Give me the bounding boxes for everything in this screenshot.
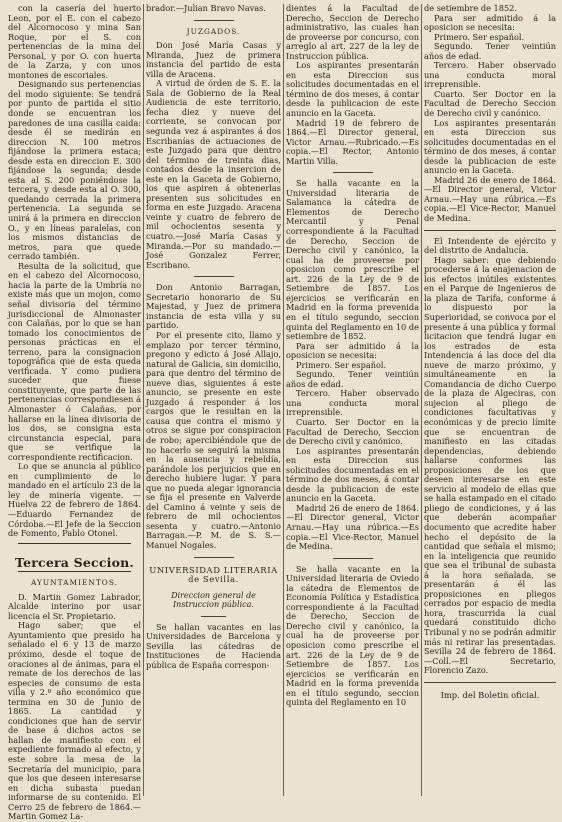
university-notice xyxy=(286,179,419,551)
divider xyxy=(194,276,234,277)
divider xyxy=(194,557,234,558)
university-notice xyxy=(286,4,419,166)
paragraph: Don Antonio Barragan, Secretario honorario de Su Majestad, y Juez de primera instancia de esta villa y su partido. xyxy=(146,282,281,331)
paragraph: Tercero. Haber observado una conducta moral irreprensible. xyxy=(424,60,556,90)
paragraph: Por el presente cito, llamo y emplazo por tercer término, pregono y edicto á José Allajo, natural de Galicia, sin domicilio, para que dentro del término de nueve dias, siguientes á este anuncio, se presente en este Juzgado á responder á los cargos que le resultan en la causa que contra el mismo y otros se sigue por conspiracion de robo; apercibiéndole que de no hacerlo se seguirá la misma en la ausencia y rebeldía, parándole los perjuicios que en derecho hubiere lugar. Y para que no pueda alegar ignorancia se fija el presente en Valverde del Camino á veinte y seis de febrero de mil ochocientos sesenta y cuatro.—Antonio Barragan.—P. M. de S. S.—Manuel Nogales. xyxy=(146,329,281,550)
paragraph: Resulta de la solicitud, que en el cabezo del Alcornocoso, hacia la parte de la Umbría no existe más que un mojon, como señal divisoria del término jurisdiccional de Almonaster con Calañas, por lo que se han tomado los conocimientos de personas prácticas en el terreno, para la consignacion topográfica que de esta queda verificada. Y como pudiera suceder que fuese constituyente, que parte de las pertenencias correspondiesen á Almonaster ó Calañas, por hallarse en la línea divisoria de los dos, se consigna esta circunstancia especial, para que se verifique la correspondiente rectificacion. xyxy=(8,260,141,462)
section-subtitle: Direccion general de Instruccion pública. xyxy=(171,590,256,610)
divider xyxy=(333,172,373,173)
paragraph: con la casería del huerto Leon, por el E. con el cabezo del Alcornocoso y mina San Roque, por el S. con pertenencias de la mina del Personal, y por O. con huerta de la Zarza, y con unos montones de escoriales. xyxy=(8,3,141,80)
section-subheading: JUZGADOS. xyxy=(186,26,241,36)
divider xyxy=(201,616,226,617)
paragraph: Tercero. Haber observado una conducta moral irreprensible. xyxy=(286,388,419,418)
column-rule xyxy=(421,4,422,796)
paragraph: Para ser admitido á la oposicion se necesita: xyxy=(286,340,419,361)
juzgado-notice xyxy=(146,41,281,270)
paragraph: Se halla vacante en la Universidad literaria de Salamanca la cátedra de Elementos de Derecho Mercantil y Penal correspondiente á la Facultad de Derecho, Seccion de Derecho civil y canónico, la cual ha de proveerse por oposicion como prescribe el art. 226 de la Ley de 9 de Setiembre de 1857. Los ejercicios se verificarán en Madrid en la forma prevenida en el título segundo, seccion quinta del Reglamento en 10 de setiembre de 1852. xyxy=(286,178,419,342)
section-subheading: AYUNTAMIENTOS. xyxy=(31,578,118,588)
column-4 xyxy=(424,4,556,796)
paragraph: Primero. Ser español. xyxy=(296,359,387,370)
paragraph: Lo que se anuncia al público en cumplimiento de lo mandado en el artículo 23 de la ley de minería vigente. —Huelva 22 de febrero de 1864.—Eduardo Fernandez de Córdoba.—El Jefe de la Seccion de Fomento, Pablo Otonel. xyxy=(8,461,141,539)
university-notice xyxy=(286,565,419,708)
ayuntamiento-notice xyxy=(8,593,141,822)
university-notice xyxy=(424,4,556,224)
column-2 xyxy=(146,4,281,796)
paragraph: Madrid 19 de febrero de 1864.—El Director general, Victor Arnau.—Rubricado.—Es copia.—El Rector, Antonio Martin Villa. xyxy=(286,117,419,166)
divider xyxy=(18,571,131,572)
paragraph: Cuarto. Ser Doctor en la Facultad de Derecho Seccion de Derecho civil y canónico. xyxy=(424,88,556,119)
paragraph: Hago saber; que el Ayuntamiento que presido ha señalado el 6 y 13 de marzo próximo, desde el toque de oraciones al de ánimas, para el remate de los derechos de las especies de consumo de esta villa y 2.º año económico que termina en 30 de Junio de 1865. La cantidad y condiciones que han de servir de base á dichos actos se hallan de manifiesto con el expediente formado al efecto, y este sobre la mesa de la Secretaría del municipio, para que los que deseen interesarse en dicha subasta puedan informarse de su contenido. El Cerro 25 de febrero de 1864.—Martin Gomez La- xyxy=(8,620,141,822)
paragraph: de setiembre de 1852. xyxy=(424,3,517,13)
paragraph: D. Martin Gomez Labrador, Alcalde interino por usar licencia el Sr. Propietario. xyxy=(8,591,141,621)
paragraph: Segundo. Tener veintiún años de edad. xyxy=(424,41,556,61)
paragraph: Madrid 26 de enero de 1864.—El Director general, Victor Arnau.—Hay una rúbrica.—Es copia.—El Vice-Rector, Manuel de Medina. xyxy=(424,174,556,224)
paragraph: Los aspirantes presentarán en esta Direccion sus solicitudes documentadas en el término de dos meses, á contar desde la publicacion de este anuncio en la Gaceta. xyxy=(424,117,556,176)
mining-notice xyxy=(8,4,141,539)
paragraph: Designando sus pertenencias del modo siguiente: Se tendrá por punto de partida el sitio donde se encuentran los paredones de una casilla caida: desde él se medirán en direccion N. 100 metros fijándose la primera estaca; desde esta en direccion E. 300 fijándose la segunda; desde esta al S. 200 poniéndose la tercera, y desde esta al O. 300, quedando cerrada la primera pertenencia. La segunda se unirá á la primera en direccion O., y en líneas paralelas, con los mismos distancias de metros, para que quede cerrado también. xyxy=(8,79,141,262)
paragraph: Los aspirantes presentarán en esta Direccion sus solicitudes documentadas en el término de dos meses, á contar desde la publicacion de este anuncio en la Gaceta. xyxy=(286,60,419,119)
juzgado-notice xyxy=(146,283,281,550)
column-rule xyxy=(283,4,284,796)
paragraph: A virtud de órden de S. E. la Sala de Gobierno de la Real Audiencia de este territorio, fecha diez y nueve del corriente, se convocan por segunda vez á aspirantes á dos Escribanías de actuaciones de este Juzgado para que dentro del término de treinta dias, contados desde la insercion de este en la Gaceta de Gobierno, los que aspiren á obtenerlas presenten sus solicitudes en forma en este Juzgado. Aracena veinte y cuatro de febrero de mil ochocientos sesenta y cuatro.—José María Casas y Miranda.—Por su mandado.—José Gonzalez Ferrer, Escribano. xyxy=(146,78,281,270)
paragraph: Se halla vacante en la Universidad literaria de Oviedo la cátedra de Elementos de Economía Política y Estadística correspondiente á la Facultad de Derecho, Seccion de Derecho civil y canónico, la cual ha de proveerse por oposicion como prescribe el art. 226 de la Ley de 9 de Setiembre de 1857. Los ejercicios se verificarán en Madrid en la forma prevenida en el título segundo, seccion quinta del Reglamento en 10 xyxy=(286,563,419,708)
divider xyxy=(333,558,373,559)
paragraph: Los aspirantes presentarán en esta Direccion sus solicitudes documentadas en el término de dos meses, á contar desde la publicacion de este anuncio en la Gaceta. xyxy=(286,445,419,504)
paragraph: brador.—Julian Bravo Navas. xyxy=(146,3,266,13)
divider xyxy=(18,543,131,544)
paragraph: Madrid 26 de enero de 1864.—El Director general, Victor Arnau.—Hay una rúbrica.—Es copia.—El Vice-Rector, Manuel de Medina. xyxy=(286,502,419,552)
section-subheading: UNIVERSIDAD LITERARIA de Sevilla. xyxy=(149,564,278,585)
paragraph: Don José María Casas y Miranda, Juez de primera instancia del partido de esta villa de Aracena. xyxy=(146,40,281,79)
paragraph: Se hallan vacantes en las Universidades de Barcelona y Sevilla las cátedras de Instituciones de Hacienda pública de España correspon- xyxy=(146,621,281,670)
divider xyxy=(194,20,234,21)
paragraph: Primero. Ser español. xyxy=(434,31,525,42)
paragraph: Para ser admitido á la oposicion se necesita: xyxy=(424,12,556,33)
intendencia-notice xyxy=(424,237,556,676)
column-3 xyxy=(286,4,419,796)
paragraph: El Intendente de ejército y del distrito de Andalucía. xyxy=(424,235,556,256)
paragraph: Hago saber: que debiendo procederse á la enajenacion de los efectos inútiles existentes en el Parque de Ingenieros de la plaza de Tarifa, conforme á lo dispuesto por la Superioridad, se convoca por el presente á una pública y formal licitacion que tendrá lugar en los estrados de esta Intendencia á las doce del dia nueve de marzo próximo, y simultáneamente en la Comandancia de dicho Cuerpo de la plaza de Algeciras, con sujecion al pliego de condiciones facultativas y económicas y de precio límite que se encuentran de manifiesto en las citadas dependencias, debiendo hallarse conformes las proposiciones de los que deseen interesarse en este servicio al modelo de ellas que se halla estampado en el citado pliego de condiciones, y á las que deberán acompañar documento que acredite haber hecho el depósito de la cantidad que señala el mismo; en la inteligencia que reunido que sea el tribunal de subasta á la hora señalada, se presentarán á él las proposiciones en pliegos cerrados por espacio de media hora, trascurrida la cual quedará constituido dicho Tribunal y no se podrán admitir más ni retirar las presentadas. Sevilla 24 de febrero de 1864.—Coll.—El Secretario, Florencio Zazo. xyxy=(424,254,556,676)
column-1 xyxy=(8,3,141,822)
divider xyxy=(424,682,556,683)
imprint-line: Imp. del Boletin oficial. xyxy=(440,689,540,700)
divider xyxy=(424,230,556,231)
paragraph: dientes á la Facultad de Derecho, Seccion de Derecho administrativo, las cuales han de proveerse por concurso, con arreglo al art. 227 de la ley de Instruccion pública. xyxy=(286,3,419,61)
paragraph: Segundo. Tener veintiún años de edad. xyxy=(286,369,419,389)
column-rule xyxy=(143,4,144,796)
section-title: Tercera Seccion. xyxy=(15,554,134,570)
paragraph: Cuarto. Ser Doctor en la Facultad de Derecho, Seccion de Derecho civil y canónico. xyxy=(286,416,419,447)
university-notice xyxy=(146,623,281,671)
